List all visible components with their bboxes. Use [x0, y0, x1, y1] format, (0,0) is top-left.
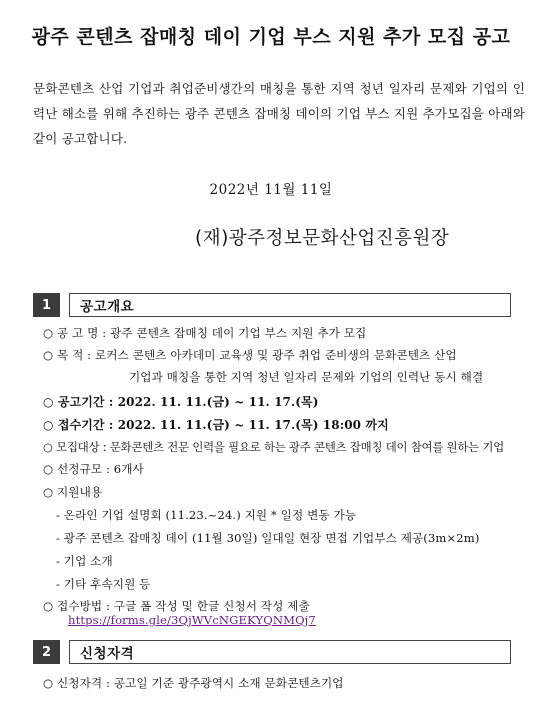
support-item-booth: - 광주 콘텐츠 잡매칭 데이 (11월 30일) 일대일 현장 면접 기업부스 제공(3m×2m) [56, 531, 480, 545]
section-1-number: 1 [33, 293, 60, 317]
issuer-name: (재)광주정보문화산업진흥원장 [195, 228, 450, 249]
section-1-title: 공고개요 [69, 293, 511, 317]
notice-period: ○ 공고기간 : 2022. 11. 11.(금) ~ 11. 17.(목) [43, 395, 319, 409]
section-2-header [33, 640, 511, 664]
purpose-continued: 기업과 매칭을 통한 지역 청년 일자리 문제와 기업의 인력난 동시 해결 [129, 370, 484, 384]
support-item-online: - 온라인 기업 설명회 (11.23.~24.) 지원 * 일정 변동 가능 [56, 508, 357, 522]
support-item-etc: - 기타 후속지원 등 [56, 577, 151, 591]
qualification: ○ 신청자격 : 공고일 기준 광주광역시 소재 문화콘텐츠기업 [43, 676, 344, 690]
section-2-number: 2 [33, 640, 60, 664]
announcement-date: 2022년 11월 11일 [209, 182, 333, 198]
selection-scale: ○ 선정규모 : 6개사 [43, 462, 144, 476]
support-item-intro: - 기업 소개 [56, 554, 113, 568]
page-title: 광주 콘텐츠 잡매칭 데이 기업 부스 지원 추가 모집 공고 [31, 26, 511, 48]
application-form-link[interactable]: https://forms.gle/3QjWVcNGEKYQNMQj7 [68, 613, 316, 627]
apply-period: ○ 접수기간 : 2022. 11. 11.(금) ~ 11. 17.(목) 18:00 까지 [43, 418, 389, 432]
intro-paragraph: 문화콘텐츠 산업 기업과 취업준비생간의 매칭을 통한 지역 청년 일자리 문제와 기업의 인력난 해소를 위해 추진하는 광주 콘텐츠 잡매칭 데이의 기업 부스 지원 추가모집을 아래와 같이 공고합니다. [33, 81, 525, 146]
apply-method: ○ 접수방법 : 구글 폼 작성 및 한글 신청서 작성 제출 [43, 599, 310, 613]
section-2-title: 신청자격 [69, 640, 511, 664]
section-1-header [33, 293, 511, 317]
support-content: ○ 지원내용 [43, 485, 103, 499]
recruit-target: ○ 모집대상 : 문화콘텐츠 전문 인력을 필요로 하는 광주 콘텐츠 잡매칭 데이 참여를 원하는 기업 [43, 440, 504, 454]
notice-name: ○ 공 고 명 : 광주 콘텐츠 잡매칭 데이 기업 부스 지원 추가 모집 [43, 326, 367, 340]
purpose: ○ 목 적 : 로커스 콘텐츠 아카데미 교육생 및 광주 취업 준비생의 문화콘텐츠 산업 [43, 348, 457, 362]
